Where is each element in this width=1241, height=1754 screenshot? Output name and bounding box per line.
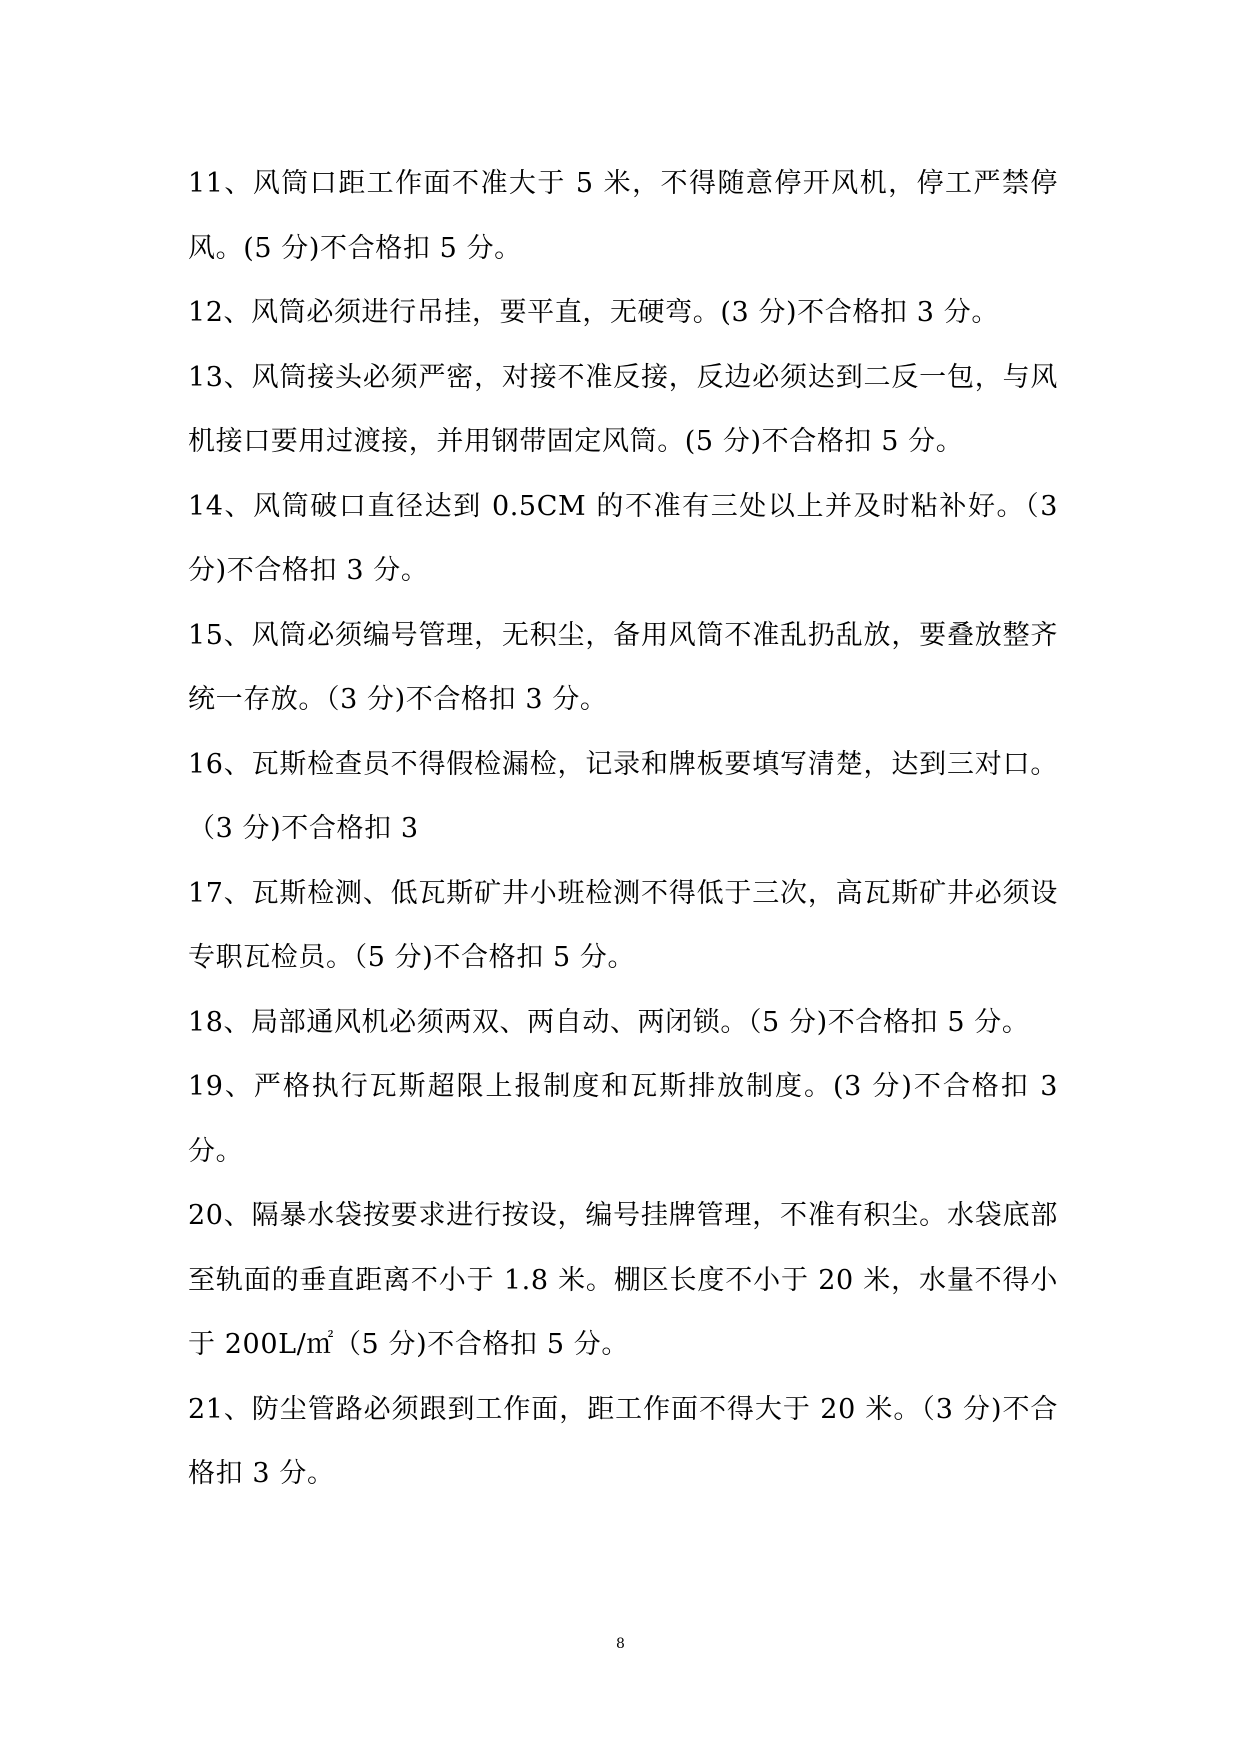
rule-item-14: 14、风筒破口直径达到 0.5CM 的不准有三处以上并及时粘补好。（3 分)不合格扣 3 分。 <box>188 490 1058 586</box>
document-body <box>188 152 1058 1507</box>
rule-item-15: 15、风筒必须编号管理，无积尘，备用风筒不准乱扔乱放，要叠放整齐统一存放。（3 分)不合格扣 3 分。 <box>188 619 1058 715</box>
rule-item-18: 18、局部通风机必须两双、两自动、两闭锁。（5 分)不合格扣 5 分。 <box>188 1006 1030 1038</box>
page-number: 8 <box>616 1636 625 1652</box>
rule-item-19: 19、严格执行瓦斯超限上报制度和瓦斯排放制度。(3 分)不合格扣 3 分。 <box>188 1071 1058 1167</box>
rule-item-12: 12、风筒必须进行吊挂，要平直，无硬弯。(3 分)不合格扣 3 分。 <box>188 297 999 328</box>
rule-item-13: 13、风筒接头必须严密，对接不准反接，反边必须达到二反一包，与风机接口要用过渡接，并用钢带固定风筒。(5 分)不合格扣 5 分。 <box>188 361 1058 457</box>
rule-item-17: 17、瓦斯检测、低瓦斯矿井小班检测不得低于三次，高瓦斯矿井必须设专职瓦检员。（5 分)不合格扣 5 分。 <box>188 877 1058 973</box>
rule-item-16: 16、瓦斯检查员不得假检漏检，记录和牌板要填写清楚，达到三对口。（3 分)不合格扣 3 <box>188 748 1058 844</box>
rule-item-11: 11、风筒口距工作面不准大于 5 米，不得随意停开风机，停工严禁停风。(5 分)不合格扣 5 分。 <box>188 168 1058 264</box>
rule-item-21: 21、防尘管路必须跟到工作面，距工作面不得大于 20 米。（3 分)不合格扣 3 分。 <box>188 1393 1058 1489</box>
rule-item-20: 20、隔暴水袋按要求进行按设，编号挂牌管理，不准有积尘。水袋底部至轨面的垂直距离不小于 1.8 米。棚区长度不小于 20 米，水量不得小于 200L/㎡（5 分)不合格扣 5 分。 <box>188 1200 1058 1360</box>
